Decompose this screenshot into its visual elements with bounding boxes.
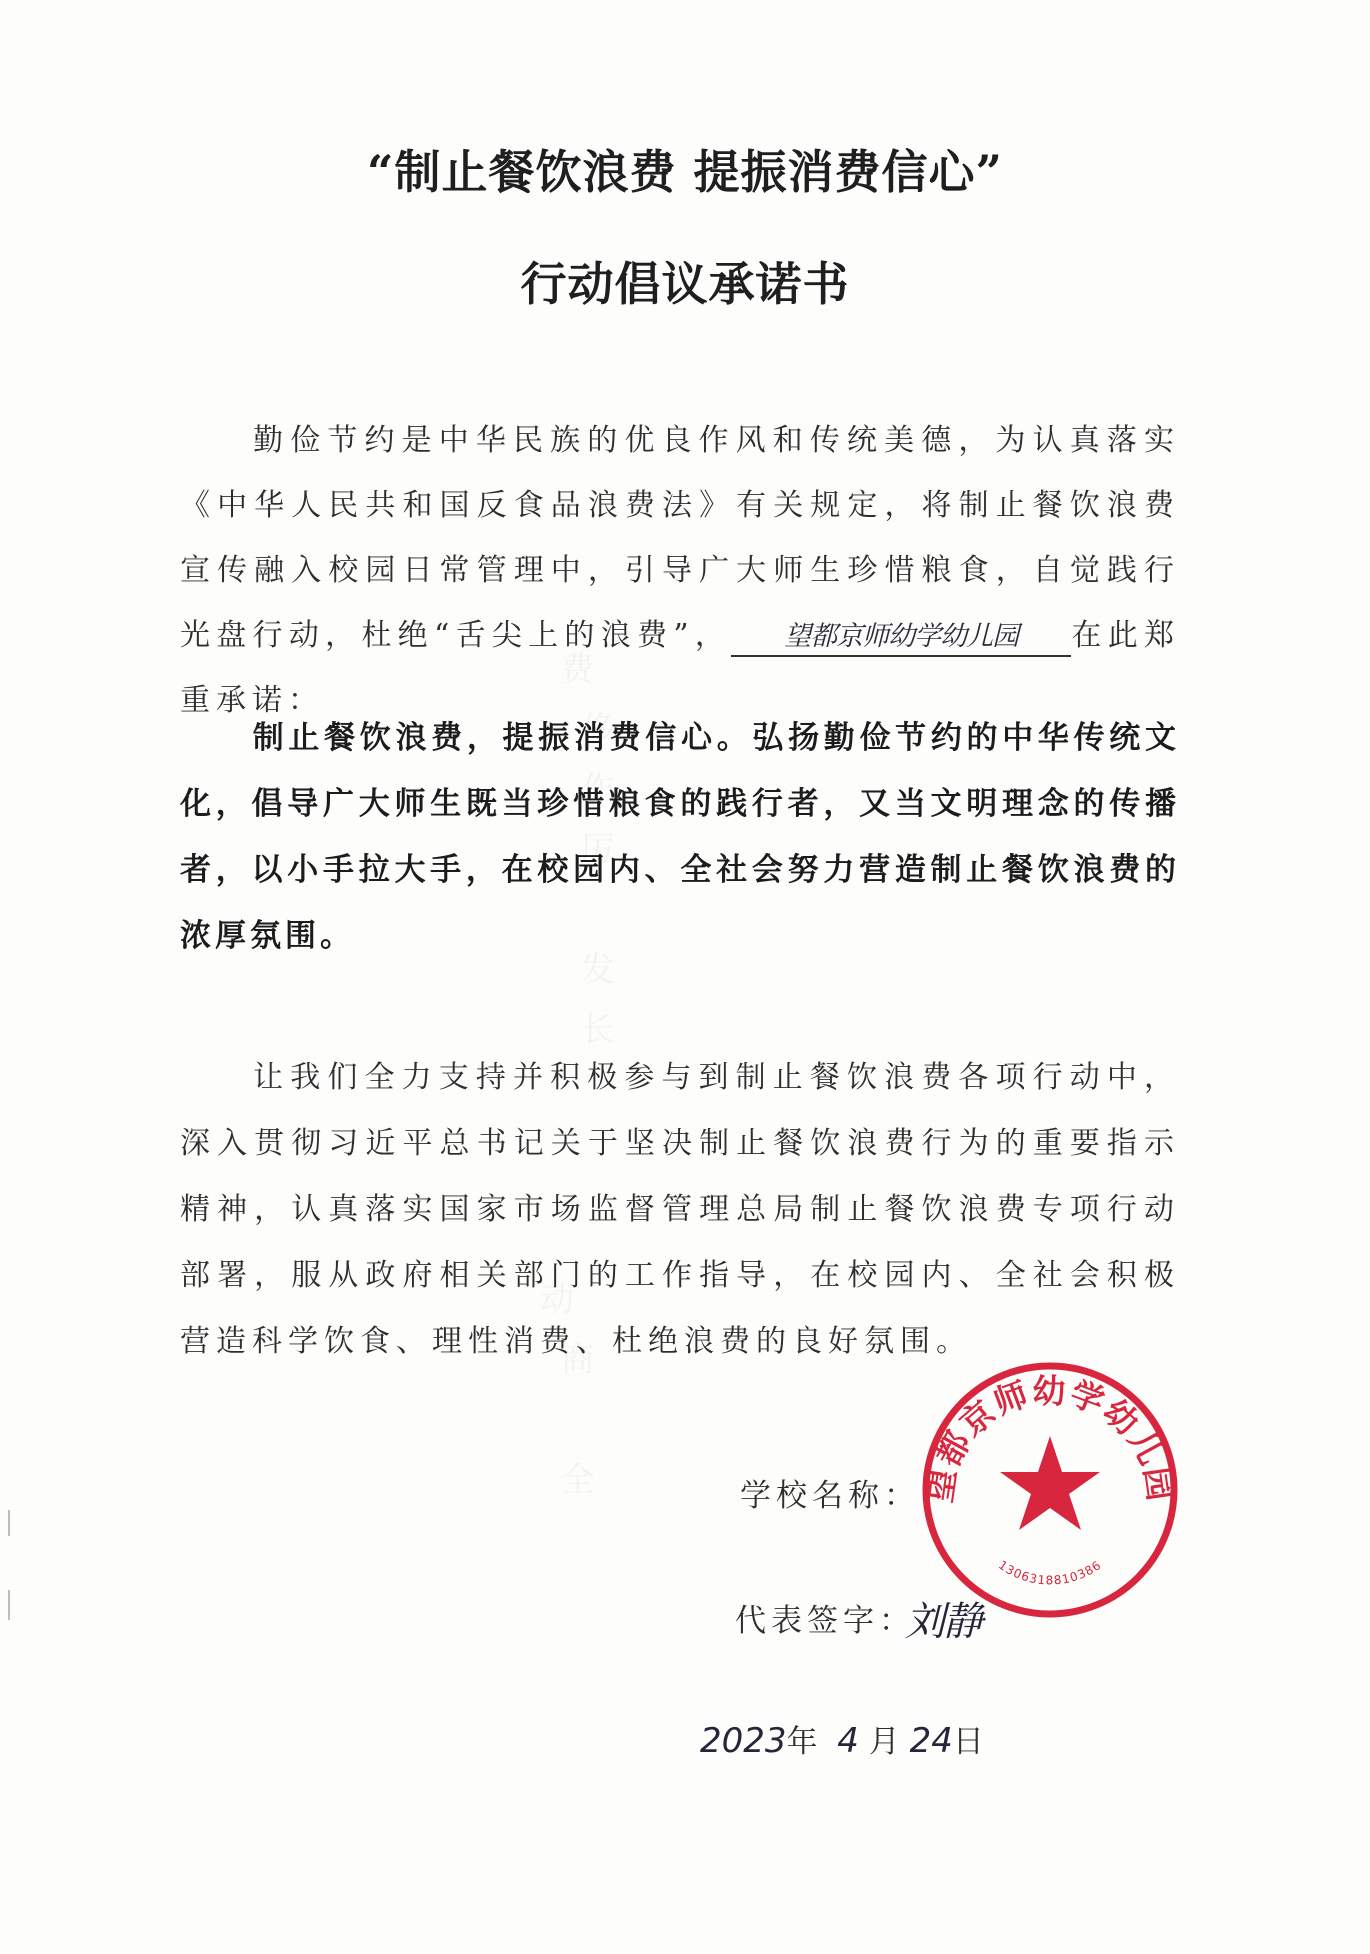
school-name-label: 学校名称： — [740, 1478, 920, 1514]
paragraph-pledge-text: 制止餐饮浪费，提振消费信心。弘扬勤俭节约的中华传统文化，倡导广大师生既当珍惜粮食的践行者，又当文明理念的传播者，以小手拉大手，在校园内、全社会努力营造制止餐饮浪费的浓厚氛围。 — [180, 720, 1180, 954]
date-month-unit: 月 — [868, 1724, 900, 1760]
paragraph-intro-text: 勤俭节约是中华民族的优良作风和传统美德，为认真落实《中华人民共和国反食品浪费法》有关规定，将制止餐饮浪费宣传融入校园日常管理中，引导广大师生珍惜粮食，自觉践行光盘行动，杜绝“舌尖上的浪费”， — [180, 423, 1180, 653]
document-title-line-2: 行动倡议承诺书 — [520, 257, 850, 311]
school-name-blank — [731, 618, 1071, 657]
date-month: 4 — [837, 1721, 859, 1761]
signing-date — [700, 1716, 984, 1761]
paragraph-call-to-action-text: 让我们全力支持并积极参与到制止餐饮浪费各项行动中，深入贯彻习近平总书记关于坚决制止餐饮浪费行为的重要指示精神，认真落实国家市场监督管理总局制止餐饮浪费专项行动部署，服从政府相关部门的工作指导，在校园内、全社会积极营造科学饮食、理性消费、杜绝浪费的良好氛围。 — [180, 1060, 1180, 1359]
seal-code-text: 1306318810386 — [995, 1557, 1105, 1588]
paragraph-intro-end: 在此郑重承诺： — [180, 618, 1180, 718]
paragraph-call-to-action — [180, 1045, 1180, 1375]
handwritten-signature: 刘静 — [905, 1599, 981, 1645]
official-seal — [918, 1358, 1182, 1622]
paragraph-intro — [180, 408, 1180, 733]
star-icon — [1000, 1436, 1100, 1530]
scan-edge-mark — [8, 1590, 10, 1620]
handwritten-school-name: 望都京师幼学幼儿园 — [784, 621, 1019, 652]
date-year: 2023 — [700, 1721, 787, 1761]
date-day-unit: 日 — [952, 1724, 984, 1760]
paragraph-pledge — [180, 705, 1180, 969]
seal-name-text: 望都京师幼学幼儿园 — [919, 1371, 1181, 1505]
date-day: 24 — [909, 1721, 953, 1761]
scan-edge-mark — [8, 1510, 10, 1536]
representative-signature-label: 代表签字： — [735, 1603, 915, 1639]
date-year-unit: 年 — [786, 1724, 818, 1760]
document-title-line-1: “制止餐饮浪费 提振消费信心” — [367, 145, 1003, 199]
